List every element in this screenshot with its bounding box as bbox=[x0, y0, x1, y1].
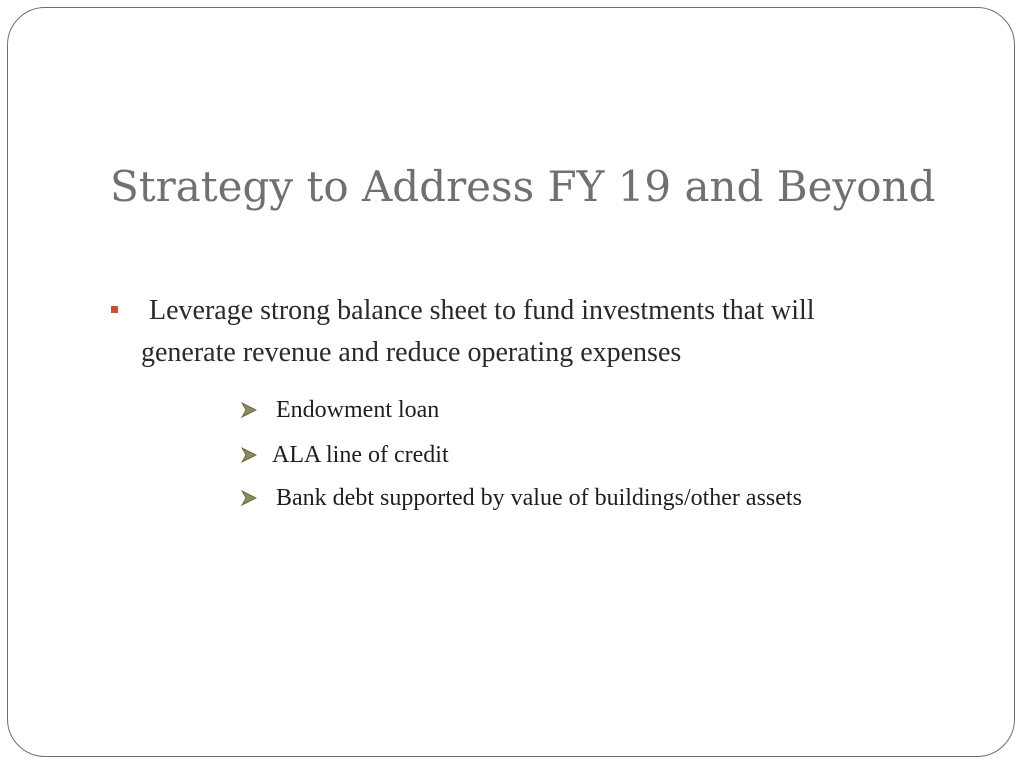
sub-bullet-label: Bank debt supported by value of buildings/other assets bbox=[276, 485, 802, 511]
arrow-bullet-icon bbox=[240, 489, 258, 507]
main-bullet-line-1: Leverage strong balance sheet to fund investments that will bbox=[149, 295, 815, 326]
main-bullet-line-2: generate revenue and reduce operating expenses bbox=[141, 337, 682, 368]
sub-bullet-label: ALA line of credit bbox=[272, 442, 449, 468]
slide-title: Strategy to Address FY 19 and Beyond bbox=[110, 162, 936, 211]
sub-bullet-endowment-loan bbox=[240, 394, 439, 426]
sub-bullet-ala-line-of-credit bbox=[240, 439, 449, 471]
square-bullet-icon bbox=[111, 306, 118, 313]
arrow-bullet-icon bbox=[240, 401, 258, 419]
sub-bullet-label: Endowment loan bbox=[276, 397, 440, 423]
arrow-bullet-icon bbox=[240, 446, 258, 464]
slide bbox=[7, 7, 1015, 757]
sub-bullet-bank-debt bbox=[240, 482, 802, 514]
